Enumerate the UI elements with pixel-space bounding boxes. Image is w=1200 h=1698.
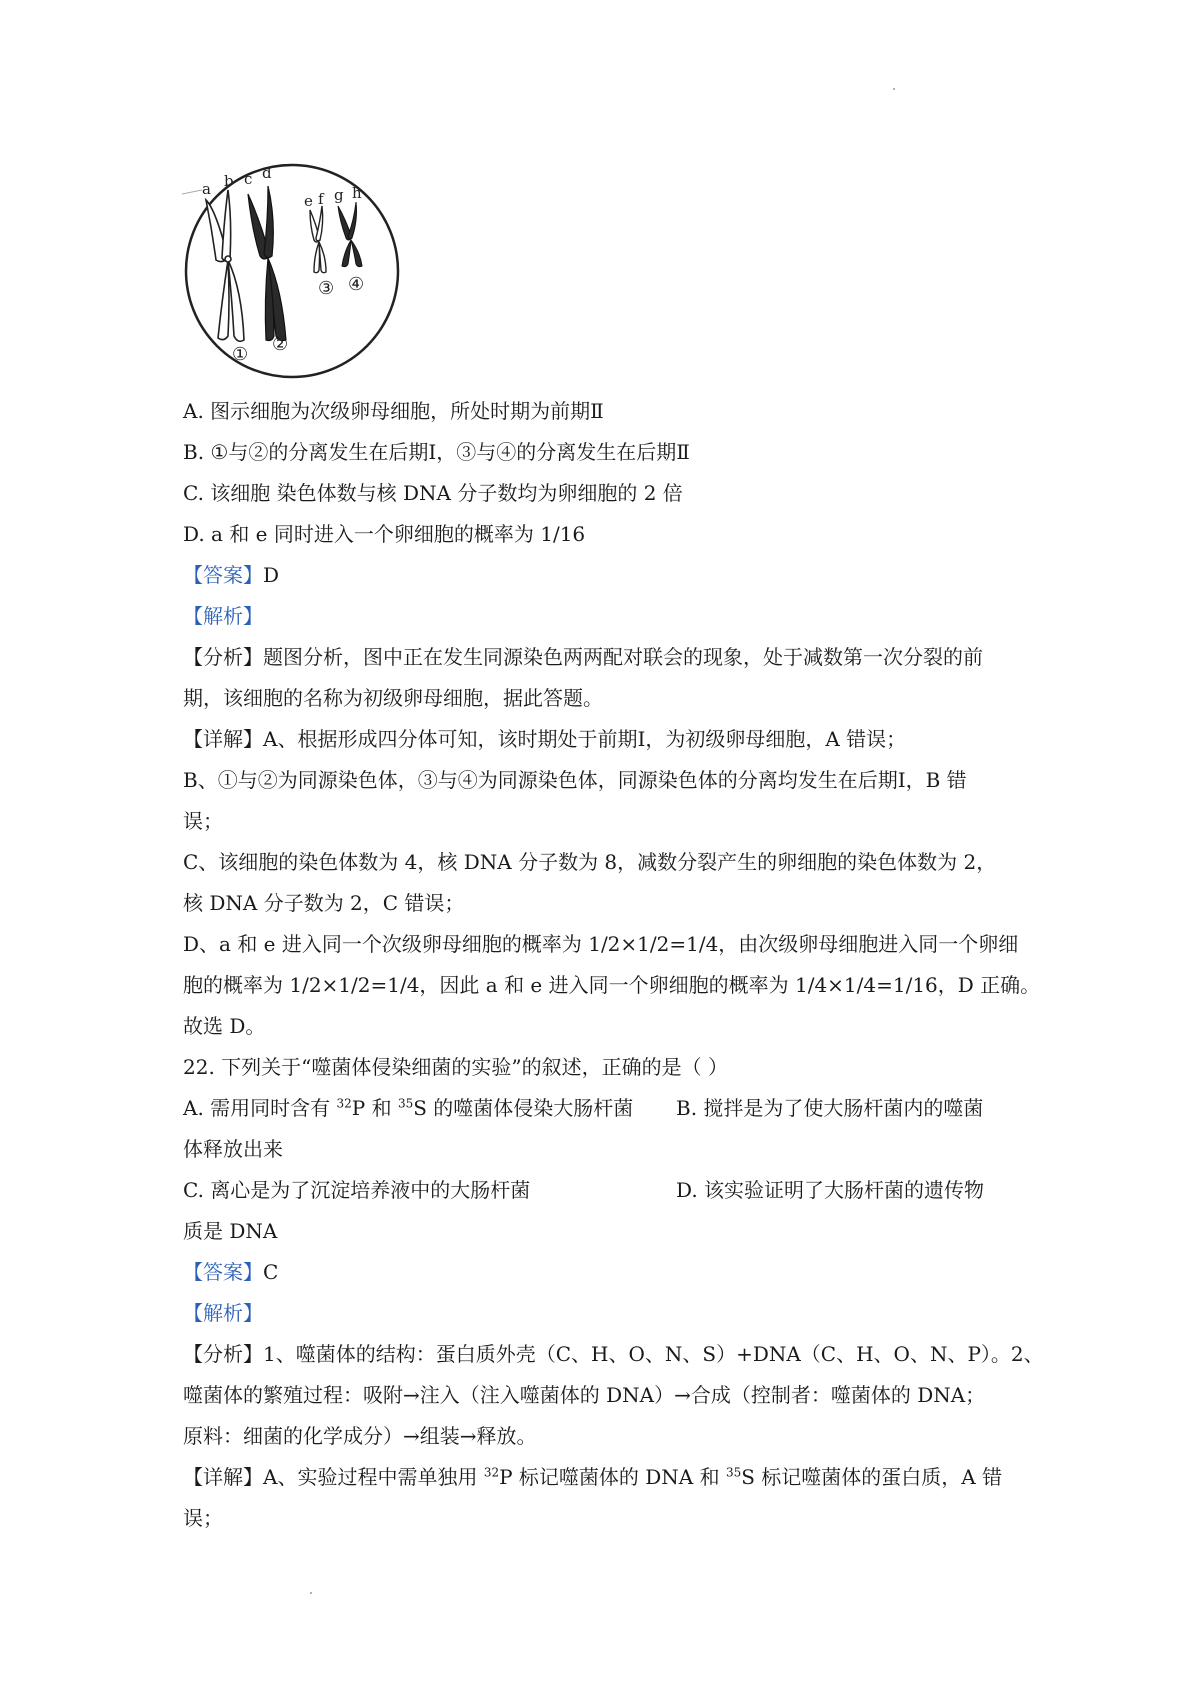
q21-detail-c-2: 核 DNA 分子数为 2，C 错误； [183, 891, 465, 915]
q21-detail-d-3: 故选 D。 [183, 1014, 266, 1038]
q22-answer [183, 1259, 278, 1285]
q21-jiexi-tag: 【解析】 [183, 604, 263, 628]
text-span: P 和 [351, 1096, 398, 1120]
label-b: b [224, 172, 234, 190]
q22-option-d-1: D. 该实验证明了大肠杆菌的遗传物 [676, 1178, 985, 1202]
chromosome-1 [206, 190, 244, 341]
scan-mark [182, 190, 202, 194]
q22-option-b-2: 体释放出来 [183, 1137, 283, 1161]
q22-option-b-1: B. 搅拌是为了使大肠杆菌内的噬菌 [676, 1096, 984, 1120]
q22-detail-a-2: 误； [183, 1506, 223, 1530]
q21-option-c: C. 该细胞 染色体数与核 DNA 分子数均为卵细胞的 2 倍 [183, 481, 683, 505]
answer-tag: 【答案】 [183, 563, 263, 587]
q21-analysis-line-1 [183, 644, 983, 670]
label-1: ① [232, 344, 249, 365]
chromosome-4 [338, 202, 362, 267]
q21-option-a: A. 图示细胞为次级卵母细胞，所处时期为前期Ⅱ [183, 399, 604, 423]
detail-text: A、根据形成四分体可知，该时期处于前期Ⅰ，为初级卵母细胞，A 错误； [263, 727, 907, 751]
answer-tag: 【答案】 [183, 1260, 263, 1284]
q21-answer [183, 562, 279, 588]
label-f: f [318, 190, 324, 208]
label-d: d [262, 164, 272, 182]
analysis-tag: 【分析】 [183, 1342, 263, 1366]
chromosome-3 [310, 206, 326, 273]
q21-analysis-line-2: 期，该细胞的名称为初级卵母细胞，据此答题。 [183, 686, 603, 710]
label-h: h [352, 184, 362, 202]
detail-tag: 【详解】 [183, 727, 263, 751]
chromosome-2 [248, 186, 286, 341]
superscript: 35 [725, 1465, 742, 1480]
text-span: S 标记噬菌体的蛋白质，A 错 [741, 1465, 1003, 1489]
label-2: ② [272, 334, 289, 355]
q21-detail-d-2: 胞的概率为 1/2×1/2=1/4，因此 a 和 e 进入同一个卵细胞的概率为 1/4×1/4=1/16，D 正确。 [183, 973, 1041, 997]
analysis-text: 1、噬菌体的结构：蛋白质外壳（C、H、O、N、S）+DNA（C、H、O、N、P）。2、 [263, 1342, 1044, 1366]
text-span: A. 需用同时含有 [183, 1096, 337, 1120]
scan-speck [310, 1592, 312, 1594]
q21-detail-a [183, 726, 906, 752]
label-a: a [202, 180, 211, 198]
q22-stem: 22. 下列关于“噬菌体侵染细菌的实验”的叙述，正确的是（ ） [183, 1055, 728, 1079]
analysis-tag: 【分析】 [183, 645, 263, 669]
answer-value: C [263, 1260, 279, 1284]
text-span: S 的噬菌体侵染大肠杆菌 [413, 1096, 634, 1120]
label-c: c [244, 170, 253, 188]
q21-detail-b-1: B、①与②为同源染色体，③与④为同源染色体，同源染色体的分离均发生在后期Ⅰ，B 错 [183, 768, 967, 792]
cell-outline [186, 165, 398, 377]
meiosis-cell-figure [182, 160, 400, 382]
q21-detail-c-1: C、该细胞的染色体数为 4，核 DNA 分子数为 8，减数分裂产生的卵细胞的染色体数为 2， [183, 850, 997, 874]
q22-detail-a-1 [183, 1464, 1002, 1490]
superscript: 35 [397, 1096, 414, 1111]
superscript: 32 [483, 1465, 500, 1480]
q21-option-b: B. ①与②的分离发生在后期Ⅰ，③与④的分离发生在后期Ⅱ [183, 440, 690, 464]
answer-value: D [263, 563, 280, 587]
q22-analysis-line-1 [183, 1341, 1044, 1367]
q21-option-d: D. a 和 e 同时进入一个卵细胞的概率为 1/16 [183, 522, 586, 546]
label-3: ③ [318, 278, 335, 299]
q22-option-c: C. 离心是为了沉淀培养液中的大肠杆菌 [183, 1178, 531, 1202]
q22-analysis-line-2: 噬菌体的繁殖过程：吸附→注入（注入噬菌体的 DNA）→合成（控制者：噬菌体的 DNA； [183, 1383, 986, 1407]
label-e: e [304, 192, 313, 210]
text-span: A、实验过程中需单独用 [263, 1465, 484, 1489]
label-g: g [334, 186, 344, 204]
label-4: ④ [348, 274, 365, 295]
superscript: 32 [336, 1096, 352, 1111]
detail-tag: 【详解】 [183, 1465, 263, 1489]
scan-speck [893, 88, 895, 90]
q21-detail-b-2: 误； [183, 809, 223, 833]
q22-jiexi-tag: 【解析】 [183, 1301, 263, 1325]
q22-option-a [183, 1095, 633, 1121]
q22-analysis-line-3: 原料：细菌的化学成分）→组装→释放。 [183, 1424, 537, 1448]
q21-detail-d-1: D、a 和 e 进入同一个次级卵母细胞的概率为 1/2×1/2=1/4，由次级卵母细胞进入同一个卵细 [183, 932, 1019, 956]
analysis-text: 题图分析，图中正在发生同源染色两两配对联会的现象，处于减数第一次分裂的前 [263, 645, 983, 669]
text-span: P 标记噬菌体的 DNA 和 [499, 1465, 726, 1489]
q22-option-d-2: 质是 DNA [183, 1219, 278, 1243]
